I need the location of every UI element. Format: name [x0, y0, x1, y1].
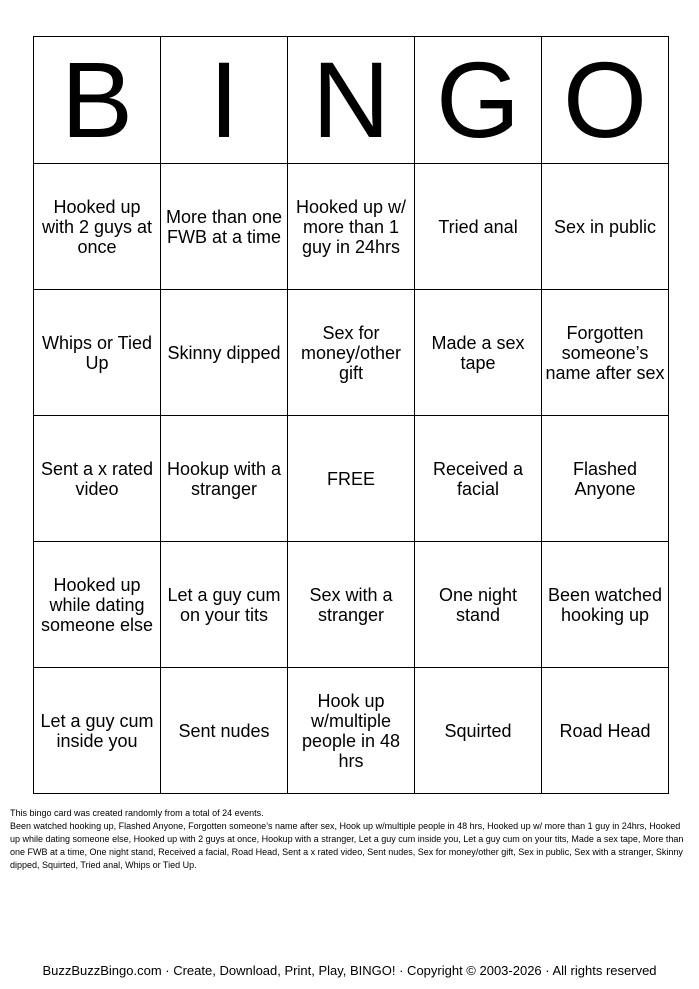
bingo-cell: Road Head: [542, 668, 669, 794]
bingo-cell: Hooked up w/ more than 1 guy in 24hrs: [288, 164, 415, 290]
card-info-events: Been watched hooking up, Flashed Anyone, Forgotten someone’s name after sex, Hook up w/multiple people in 48 hrs, Hooked up w/ more than 1 guy in 24hrs, Hooked up while dating someone else, Hooked up with 2 guys at once, Hookup with a stranger, Let a guy cum inside you, Let a guy cum on your tits, Made a sex tape, More than one FWB at a time, One night stand, Received a facial, Road Head, Sent a x rated video, Sent nudes, Sex for money/other gift, Sex in public, Sex with a stranger, Skinny dipped, Squirted, Tried anal, Whips or Tied Up.: [10, 821, 684, 870]
bingo-cell: Flashed Anyone: [542, 416, 669, 542]
bingo-cell: Received a facial: [415, 416, 542, 542]
bingo-cell: Hookup with a stranger: [161, 416, 288, 542]
bingo-cell: Squirted: [415, 668, 542, 794]
bingo-cell: One night stand: [415, 542, 542, 668]
bingo-card: [33, 36, 669, 794]
header-letter: O: [542, 37, 669, 164]
header-letter: B: [34, 37, 161, 164]
bingo-cell: Hooked up with 2 guys at once: [34, 164, 161, 290]
bingo-row: [34, 668, 669, 794]
bingo-cell: Sex in public: [542, 164, 669, 290]
bingo-cell: Hook up w/multiple people in 48 hrs: [288, 668, 415, 794]
bingo-cell: Sent nudes: [161, 668, 288, 794]
bingo-cell: Made a sex tape: [415, 290, 542, 416]
bingo-cell: Sent a x rated video: [34, 416, 161, 542]
bingo-cell: Tried anal: [415, 164, 542, 290]
bingo-row: [34, 290, 669, 416]
card-info: [10, 807, 690, 872]
bingo-cell: Forgotten someone’s name after sex: [542, 290, 669, 416]
header-letter: N: [288, 37, 415, 164]
bingo-row: [34, 416, 669, 542]
bingo-cell: Sex for money/other gift: [288, 290, 415, 416]
bingo-cell: Let a guy cum on your tits: [161, 542, 288, 668]
bingo-cell: Whips or Tied Up: [34, 290, 161, 416]
page-footer: BuzzBuzzBingo.com · Create, Download, Print, Play, BINGO! · Copyright © 2003-2026 · All rights reserved: [42, 963, 657, 978]
bingo-cell: Been watched hooking up: [542, 542, 669, 668]
bingo-cell: Sex with a stranger: [288, 542, 415, 668]
bingo-cell: Let a guy cum inside you: [34, 668, 161, 794]
header-letter: G: [415, 37, 542, 164]
bingo-cell: More than one FWB at a time: [161, 164, 288, 290]
free-space-cell: FREE: [288, 416, 415, 542]
bingo-cell: Skinny dipped: [161, 290, 288, 416]
bingo-row: [34, 542, 669, 668]
header-letter: I: [161, 37, 288, 164]
bingo-cell: Hooked up while dating someone else: [34, 542, 161, 668]
bingo-row: [34, 164, 669, 290]
bingo-header-row: [34, 37, 669, 164]
card-info-intro: This bingo card was created randomly from a total of 24 events.: [10, 808, 264, 818]
